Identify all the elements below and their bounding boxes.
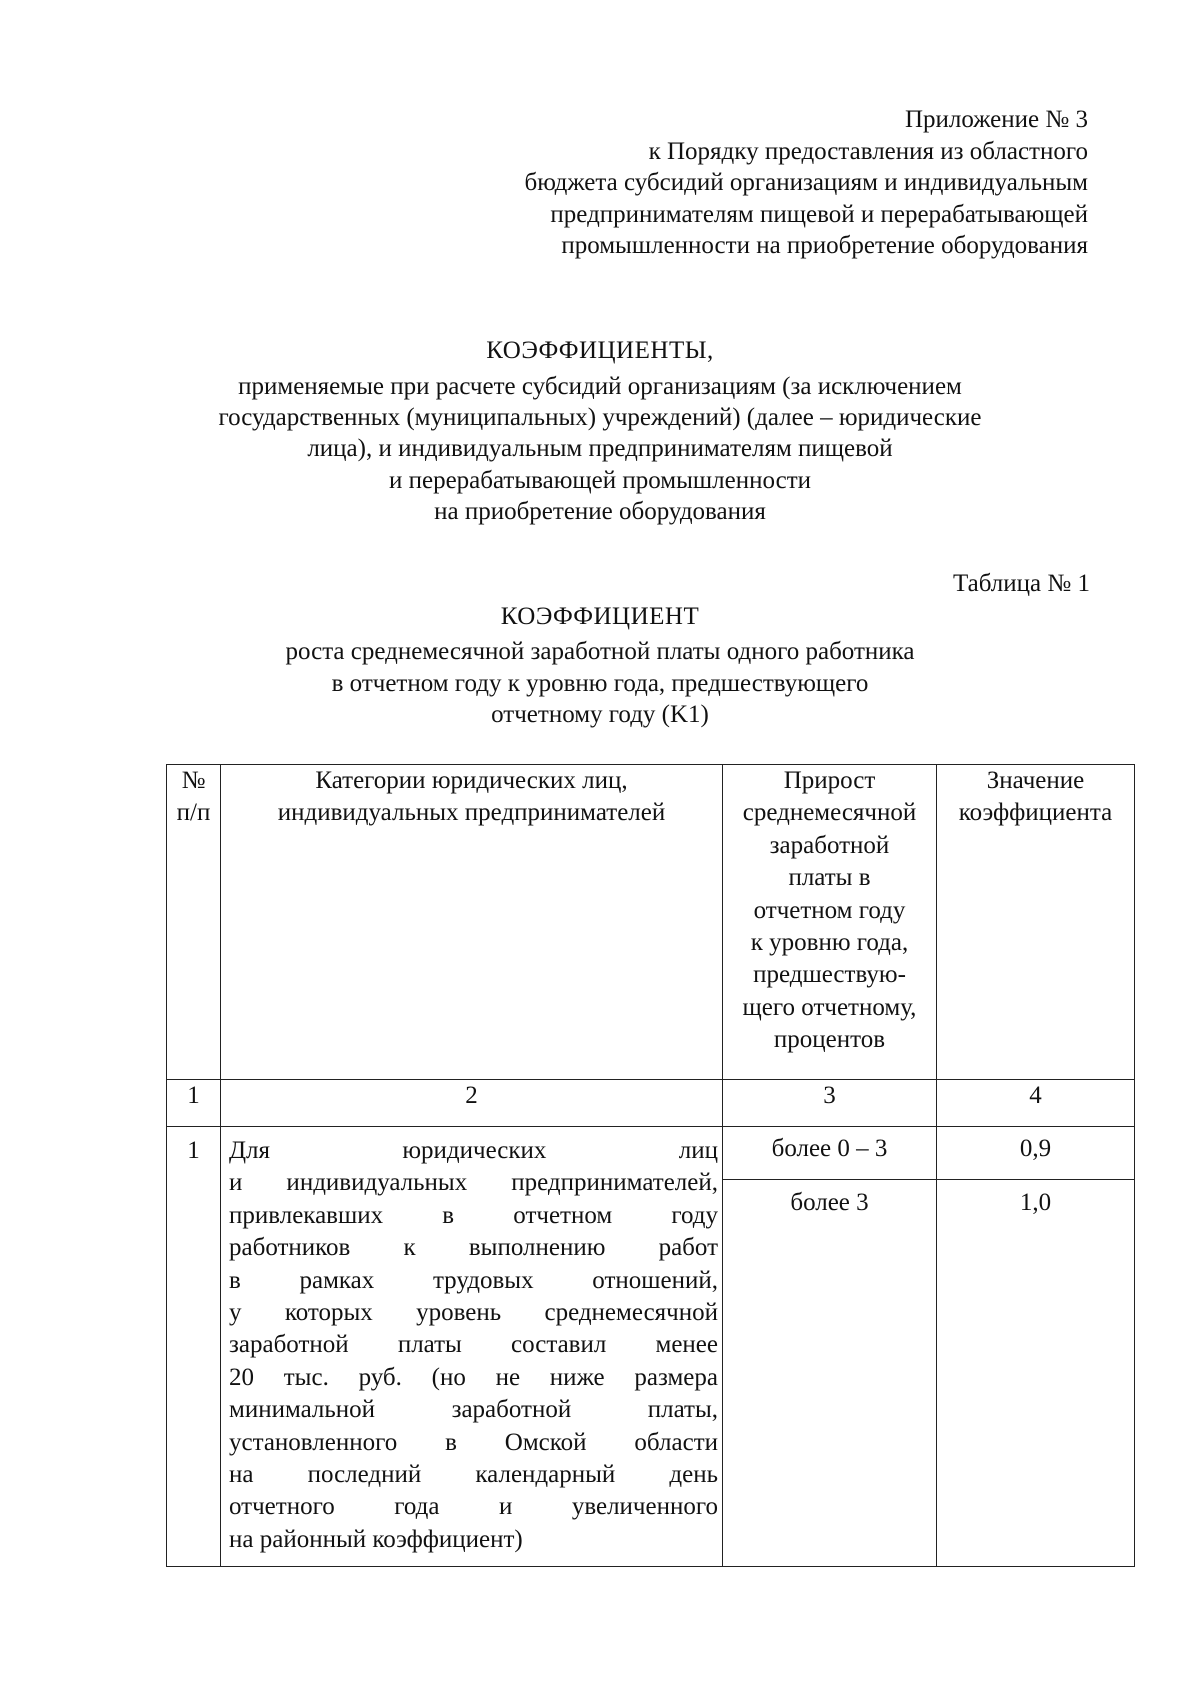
category-line: отчетного года и увеличенного xyxy=(229,1493,718,1521)
table-label: Таблица № 1 xyxy=(952,570,1090,597)
header-line: Приложение № 3 xyxy=(904,106,1088,133)
category-line: на районный коэффициент) xyxy=(229,1525,523,1553)
header-number-line: № xyxy=(181,767,206,794)
row-value xyxy=(937,1127,1135,1567)
category-line: в рамках трудовых отношений, xyxy=(229,1266,718,1294)
category-line: 20 тыс. руб. (но не ниже размера xyxy=(229,1363,718,1391)
coefficient-table xyxy=(166,764,1135,1567)
header-growth-line: к уровню года, xyxy=(750,929,909,957)
category-line: привлекавших в отчетном году xyxy=(229,1201,718,1229)
table-row xyxy=(167,1127,1135,1567)
growth-range: более 3 xyxy=(790,1189,869,1216)
header-value-line: Значение xyxy=(986,767,1085,794)
growth-range: более 0 – 3 xyxy=(723,1127,936,1180)
column-number: 4 xyxy=(937,1080,1135,1127)
table-numbering-row xyxy=(167,1080,1135,1127)
category-line: и индивидуальных предпринимателей, xyxy=(229,1169,718,1197)
appendix-header xyxy=(388,104,1088,262)
category-line: на последний календарный день xyxy=(229,1461,718,1489)
category-line: минимальной заработной платы, xyxy=(229,1396,718,1424)
heading-line: применяемые при расчете субсидий организациям (за исключением xyxy=(238,373,962,400)
table-subtitle-line: роста среднемесячной заработной платы одного работника xyxy=(285,638,915,665)
header-line: к Порядку предоставления из областного xyxy=(648,137,1088,165)
header-line: бюджета субсидий организациям и индивидуальным xyxy=(524,169,1088,196)
row-category xyxy=(221,1127,723,1567)
table-subtitle-line: в отчетном году к уровню года, предшествующего xyxy=(331,669,869,697)
header-line: промышленности на приобретение оборудования xyxy=(561,232,1088,259)
heading-line: государственных (муниципальных) учреждений) (далее – юридические xyxy=(218,404,982,432)
category-line: Для юридических лиц xyxy=(229,1137,718,1164)
row-number: 1 xyxy=(167,1127,221,1567)
table-title: КОЭФФИЦИЕНТ xyxy=(500,603,700,630)
heading-line: лица), и индивидуальным предпринимателям пищевой xyxy=(307,435,893,463)
table-header-row xyxy=(167,765,1135,1080)
header-growth-line: щего отчетному, xyxy=(742,993,917,1021)
header-growth xyxy=(723,765,937,1080)
header-category-line: индивидуальных предпринимателей xyxy=(277,799,666,827)
heading-title: КОЭФФИЦИЕНТЫ, xyxy=(486,337,714,364)
header-value xyxy=(937,765,1135,1080)
header-number xyxy=(167,765,221,1080)
table-subtitle xyxy=(260,636,940,731)
header-growth-line: предшествую- xyxy=(753,961,906,989)
table-subtitle-line: отчетному году (K1) xyxy=(491,701,709,729)
column-number: 1 xyxy=(167,1080,221,1127)
heading-line: на приобретение оборудования xyxy=(434,497,766,525)
header-value-line: коэффициента xyxy=(958,799,1113,827)
coefficient-value: 0,9 xyxy=(937,1127,1134,1180)
header-category-line: Категории юридических лиц, xyxy=(315,767,628,794)
column-number: 2 xyxy=(221,1080,723,1127)
header-category xyxy=(221,765,723,1080)
header-number-line: п/п xyxy=(176,799,211,827)
header-growth-line: отчетном году xyxy=(753,896,906,924)
category-line: установленного в Омской области xyxy=(229,1428,718,1456)
column-number: 3 xyxy=(723,1080,937,1127)
header-line: предпринимателям пищевой и перерабатывающей xyxy=(550,200,1088,228)
category-line: работников к выполнению работ xyxy=(229,1234,718,1262)
header-growth-line: процентов xyxy=(773,1026,886,1054)
header-growth-line: платы в xyxy=(788,864,871,892)
header-growth-line: среднемесячной xyxy=(742,799,917,827)
heading-subtitle xyxy=(180,371,1020,527)
category-line: у которых уровень среднемесячной xyxy=(229,1299,718,1327)
row-growth xyxy=(723,1127,937,1567)
header-growth-line: заработной xyxy=(769,831,890,859)
coefficient-value: 1,0 xyxy=(1019,1189,1052,1216)
category-line: заработной платы составил менее xyxy=(229,1331,718,1359)
header-growth-line: Прирост xyxy=(783,767,876,794)
heading-line: и перерабатывающей промышленности xyxy=(388,466,812,494)
